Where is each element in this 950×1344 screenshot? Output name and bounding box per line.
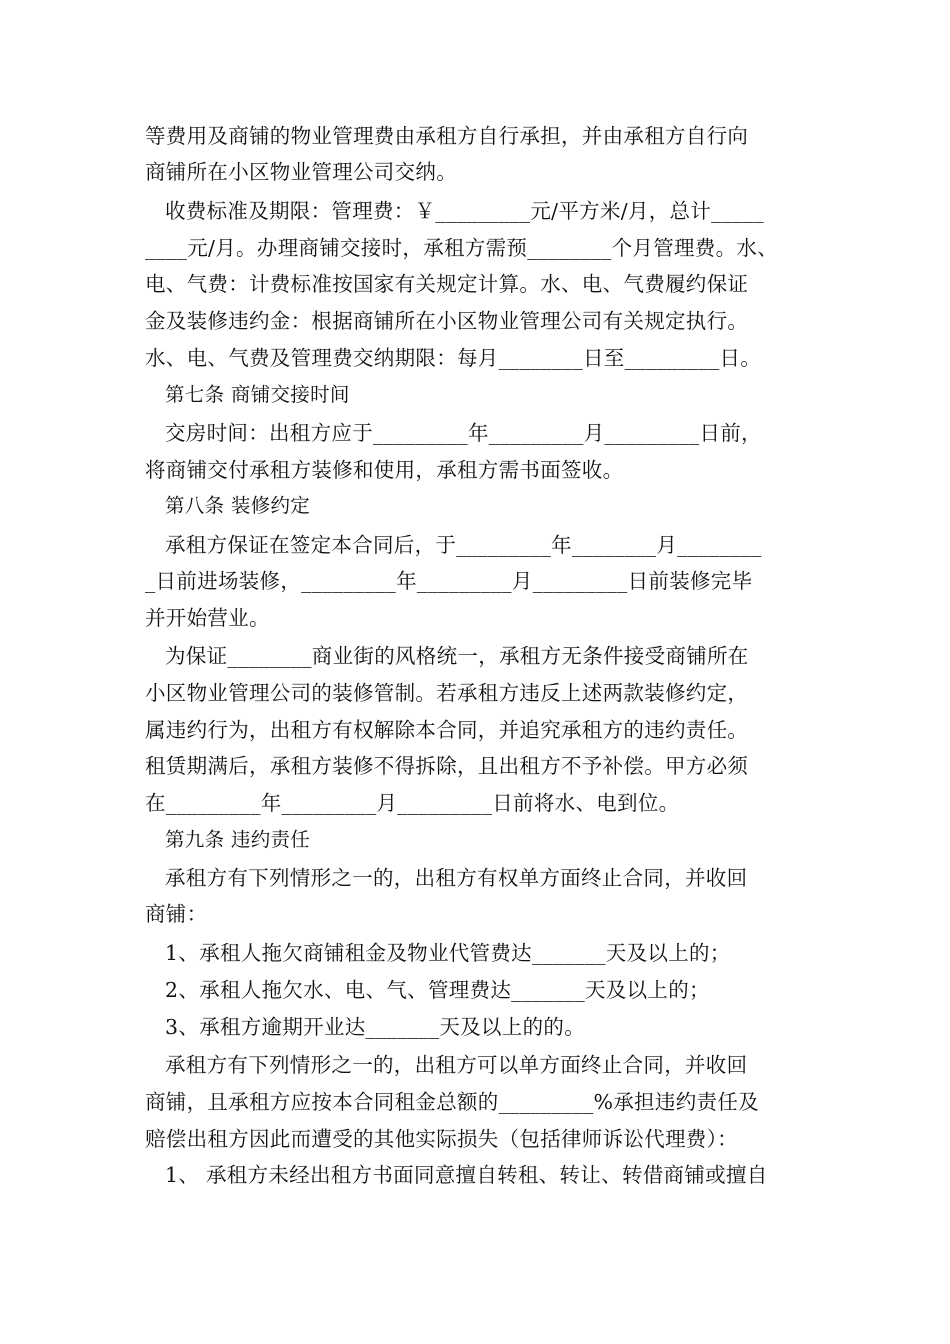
list-item: 3、承租方逾期开业达_______天及以上的的。 [165, 1015, 585, 1039]
text-line: 承租方有下列情形之一的，出租方可以单方面终止合同，并收回 [165, 1053, 748, 1077]
text-line: _日前进场装修，_________年_________月_________日前装修完毕 [145, 569, 753, 593]
text-line: 将商铺交付承租方装修和使用，承租方需书面签收。 [145, 458, 624, 482]
list-item: 1、承租人拖欠商铺租金及物业代管费达_______天及以上的； [165, 941, 731, 965]
text-line: 租赁期满后，承租方装修不得拆除，且出租方不予补偿。甲方必须 [145, 754, 749, 778]
list-item: 2、承租人拖欠水、电、气、管理费达_______天及以上的； [165, 978, 710, 1002]
section-heading: 第九条 违约责任 [165, 828, 311, 851]
text-line: 并开始营业。 [145, 606, 270, 630]
text-line: 商铺，且承租方应按本合同租金总额的_________%承担违约责任及 [145, 1090, 759, 1114]
text-line: 商铺所在小区物业管理公司交纳。 [145, 160, 457, 184]
text-line: 交房时间：出租方应于_________年_________月_________日前， [165, 421, 762, 445]
text-line: 金及装修违约金：根据商铺所在小区物业管理公司有关规定执行。 [145, 309, 749, 333]
text-line: 等费用及商铺的物业管理费由承租方自行承担，并由承租方自行向 [145, 124, 749, 148]
section-heading: 第八条 装修约定 [165, 494, 311, 517]
text-line: 收费标准及期限：管理费：￥_________元/平方米/月，总计_____ [165, 199, 764, 223]
text-line: 小区物业管理公司的装修管制。若承租方违反上述两款装修约定， [145, 681, 749, 705]
text-line: 为保证________商业街的风格统一，承租方无条件接受商铺所在 [165, 644, 749, 668]
section-heading: 第七条 商铺交接时间 [165, 383, 350, 406]
list-item: 1、 承租方未经出租方书面同意擅自转租、转让、转借商铺或擅自 [165, 1163, 768, 1187]
text-line: 商铺： [145, 902, 208, 926]
text-line: 承租方有下列情形之一的，出租方有权单方面终止合同，并收回 [165, 866, 748, 890]
text-line: 电、气费：计费标准按国家有关规定计算。水、电、气费履约保证 [145, 272, 749, 296]
text-line: 在_________年_________月_________日前将水、电到位。 [145, 791, 680, 815]
text-line: 水、电、气费及管理费交纳期限：每月________日至_________日。 [145, 346, 762, 370]
text-line: 赔偿出租方因此而遭受的其他实际损失（包括律师诉讼代理费）： [145, 1127, 738, 1151]
text-line: ____元/月。办理商铺交接时，承租方需预________个月管理费。水、 [145, 236, 779, 260]
text-line: 承租方保证在签定本合同后，于_________年________月________ [165, 533, 762, 557]
text-line: 属违约行为，出租方有权解除本合同，并追究承租方的违约责任。 [145, 718, 749, 742]
